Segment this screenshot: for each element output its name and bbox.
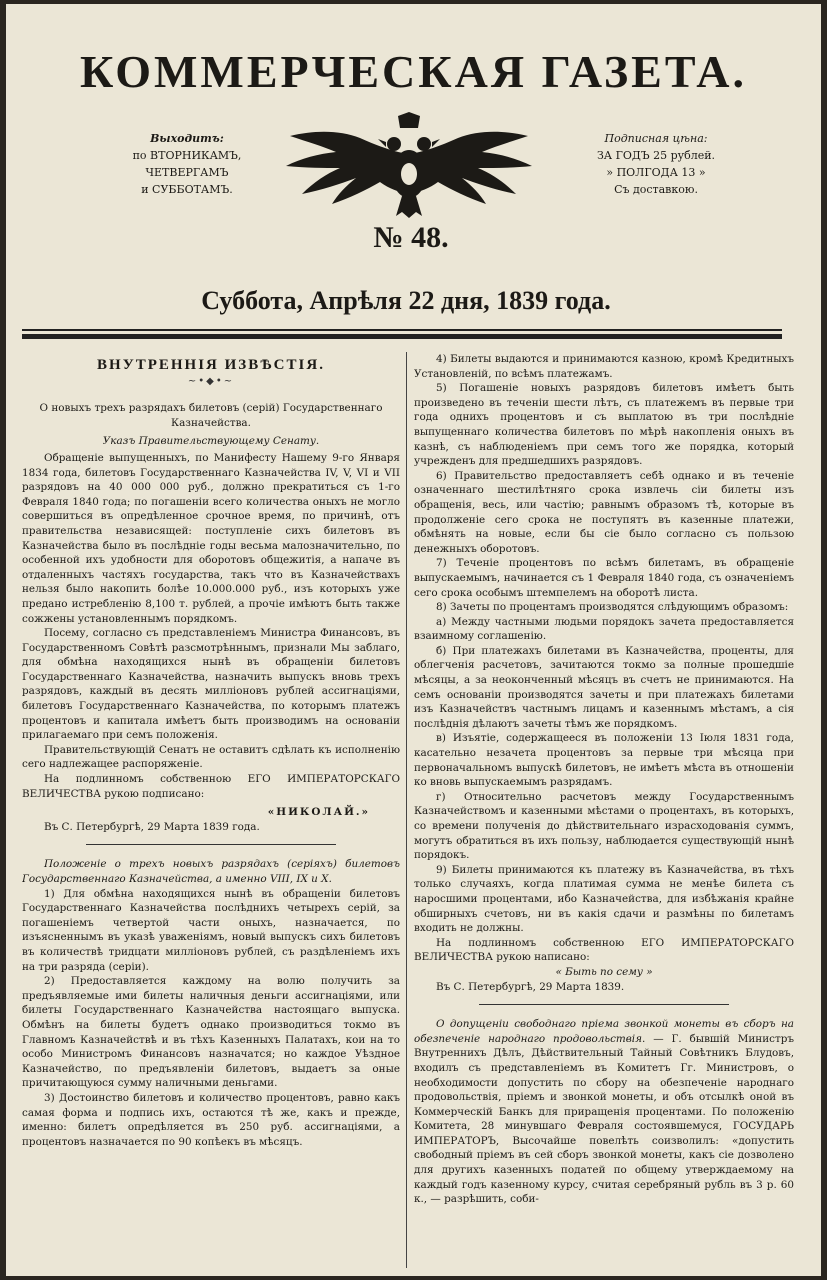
- subscription-delivery: Съ доставкою.: [614, 183, 698, 196]
- article-divider: [479, 1004, 729, 1005]
- publication-schedule: [102, 130, 272, 198]
- right-column: [414, 352, 794, 1270]
- paragraph: Правительствующій Сенатъ не оставитъ сдѣлать къ исполненію сего надлежащее распоряженіе.: [22, 743, 400, 771]
- header-rule-thick: [22, 334, 782, 339]
- signed-intro: На подлинномъ собственною ЕГО ИМПЕРАТОРСКАГО ВЕЛИЧЕСТВА рукою подписано:: [22, 773, 400, 800]
- signature: « Быть по сему »: [555, 965, 653, 978]
- publication-day: и СУББОТАМЪ.: [141, 183, 233, 196]
- article-text: — Г. бывшій Министръ Внутреннихъ Дѣлъ, Дѣйствительный Тайный Совѣтникъ Блудовъ, входилъ съ представленіемъ въ Комитетъ Гг. Министровъ, о необходимости допустить по сбору на обезпеченіе народнаго продовольствія, пріемъ и звонкой монеты, и объ отсылкѣ оной въ Коммерческій Банкъ для приращенія процентами. По положенію Комитета, 28 минувшаго Февраля состоявшемуся, ГОСУДАРЬ ИМПЕРАТОРЪ, Высочайше повелѣть соизволилъ: «допустить свободный пріемъ въ сей сборъ звонкой монеты, какъ сіе дозволено для другихъ казенныхъ податей по общему утверждаемому на каждый годъ казенному курсу, считая серебряный рубль въ 3 р. 60 к., — разрѣшить, соби-: [414, 1032, 794, 1206]
- paragraph: 6) Правительство предоставляетъ себѣ однако и въ теченіе означеннаго шестилѣтняго срока извлечь сіи билеты изъ обращенія, весь, или частію; равнымъ образомъ тѣ, которые въ продолженіе сего срока не поступятъ въ казенные платежи, обмѣнять на новые, если бы сіе было согласно съ пользою денежныхъ оборотовъ.: [414, 469, 794, 555]
- article-paragraph: [414, 1017, 794, 1207]
- paragraph: 7) Теченіе процентовъ по всѣмъ билетамъ, въ обращеніе выпускаемымъ, начинается съ 1 Февраля 1840 года, съ означеніемъ сего срока особымъ штемпелемъ на оборотѣ листа.: [414, 557, 794, 599]
- subscription-half-year: » ПОЛГОДА 13 »: [606, 166, 706, 179]
- paragraph: 1) Для обмѣна находящихся нынѣ въ обращеніи билетовъ Государственнаго Казначейства послѣднихъ четырехъ серій, за погашеніемъ четвертой части оныхъ, назначается, по изъясненнымъ въ указѣ уваженіямъ, новый выпускъ сихъ билетовъ въ количествѣ тридцати милліоновъ рублей, съ раздѣленіемъ ихъ на три разряда (серіи).: [22, 887, 400, 973]
- subscription-year: ЗА ГОДЪ 25 рублей.: [596, 149, 716, 162]
- publication-day: ЧЕТВЕРГАМЪ: [145, 166, 229, 179]
- paragraph: 8) Зачеты по процентамъ производятся слѣдующимъ образомъ:: [436, 601, 789, 614]
- left-column: [22, 352, 400, 1270]
- place-date: Въ С. Петербургѣ, 29 Марта 1839 года.: [44, 820, 260, 833]
- paragraph: а) Между частными людьми порядокъ зачета предоставляется взаимному соглашенію.: [414, 615, 794, 643]
- double-headed-eagle-emblem: [278, 112, 540, 220]
- column-divider: [406, 352, 407, 1268]
- publication-day: по ВТОРНИКАМЪ,: [132, 149, 242, 162]
- masthead: КОММЕРЧЕСКАЯ ГАЗЕТА.: [80, 46, 747, 97]
- paragraph: 2) Предоставляется каждому на волю получить за предъявляемые ими билеты наличныя деньги ассигнаціями, или билеты Государственнаго Казначейства настоящаго выпуска. Обмѣнъ на билеты будетъ однако производиться токмо въ Главномъ Казначействѣ и въ тѣхъ Казенныхъ Палатахъ, кои на то особо Министромъ Финансовъ назначатся; но каждое Уѣздное Казначейство, по предъявленіи билетовъ, выдаетъ за оные причитающуюся сумму наличными деньгами.: [22, 975, 400, 1090]
- paragraph: б) При платежахъ билетами въ Казначейства, проценты, для облегченія расчетовъ, зачитаются токмо за полные прошедшіе мѣсяцы, а за неоконченный мѣсяцъ въ счетъ не принимаются. На семъ основаніи производятся зачеты и при платежахъ билетами изъ Казначействъ частнымъ лицамъ и казеннымъ мѣстамъ, а сія послѣднія дѣлаютъ зачеты тѣмъ же порядкомъ.: [414, 644, 794, 730]
- publication-label: Выходитъ:: [150, 132, 224, 145]
- place-date: Въ С. Петербургѣ, 29 Марта 1839.: [436, 980, 625, 993]
- paragraph: 4) Билеты выдаются и принимаются казною, кромѣ Кредитныхъ Установленій, по всѣмъ платежамъ.: [414, 353, 794, 380]
- paragraph: 5) Погашеніе новыхъ разрядовъ билетовъ имѣетъ быть произведено въ теченіи шести лѣтъ, съ платежемъ въ первые три года однихъ процентовъ и съ выплатою въ три послѣдніе выпущеннаго количества билетовъ по мѣрѣ накопленія оныхъ въ казнѣ, съ наблюденіемъ при семъ того же порядка, который учрежденъ для предшедшихъ разрядовъ.: [414, 382, 794, 468]
- paragraph: 9) Билеты принимаются къ платежу въ Казначейства, въ тѣхъ только случаяхъ, когда платимая сумма не менѣе билета съ наросшими процентами, ибо Казначейства, для избѣжанія крайне обширныхъ счетовъ, ни въ какія сдачи и размѣны по билетамъ входить не должны.: [414, 863, 794, 935]
- article-divider: [86, 844, 336, 845]
- paragraph: г) Относительно расчетовъ между Государственнымъ Казначействомъ и казенными мѣстами о процентахъ, въ которыхъ, со времени полученія до дѣйствительнаго израсходованія суммъ, могутъ обратиться въ ихъ пользу, наблюдается существующій нынѣ порядокъ.: [414, 790, 794, 862]
- article-heading: О допущеніи свободнаго пріема звонкой монеты въ сборъ на обезпеченіе народнаго продовольствія.: [414, 1018, 794, 1045]
- paragraph: в) Изъятіе, содержащееся въ положеніи 13 Іюля 1831 года, касательно незачета процентовъ за первые три мѣсяца при первоначальномъ выпускѣ билетовъ, не имѣетъ мѣста въ отношеніи ко вновь выпускаемымъ разрядамъ.: [414, 732, 794, 789]
- issue-number: № 48.: [373, 221, 449, 254]
- header-rule: [22, 329, 782, 331]
- subscription-label: Подписная цѣна:: [604, 132, 708, 145]
- signature: «НИКОЛАЙ.»: [267, 806, 370, 819]
- paragraph: Обращеніе выпущенныхъ, по Манифесту Нашему 9-го Января 1834 года, билетовъ Государственнаго Казначейства IV, V, VI и VII разрядовъ на 40 000 000 руб., должно прекратиться съ 1-го Февраля 1840 года; по погашеніи всего количества оныхъ не могло совершиться въ опредѣленное срочное время, по причинѣ, отъ правительства независящей: поступленіе сихъ билетовъ въ Казначейства было въ послѣдніе годы весьма малозначительно, по особенной ихъ удобности для оборотовъ общежитія, а напаче въ отдаленныхъ частяхъ государства, такъ что въ Казначействахъ нельзя было накопить болѣе 10.000.000 руб., изъ которыхъ уже предано истребленію 8,100 т. рублей, а прочіе имѣютъ быть также сожжены установленнымъ порядкомъ.: [22, 451, 400, 625]
- subscription-price: [566, 130, 746, 198]
- signed-intro: На подлинномъ собственною ЕГО ИМПЕРАТОРСКАГО ВЕЛИЧЕСТВА рукою написано:: [414, 936, 794, 964]
- issue-date: Суббота, Апрѣля 22 дня, 1839 года.: [201, 286, 611, 315]
- newspaper-page: [6, 4, 821, 1276]
- article-title: О новыхъ трехъ разрядахъ билетовъ (серій) Государственнаго Казначейства.: [39, 402, 383, 429]
- ornament-flourish: ~•◆•~: [187, 375, 235, 387]
- section-title: ВНУТРЕННІЯ ИЗВѢСТІЯ.: [97, 357, 325, 373]
- paragraph: Посему, согласно съ представленіемъ Министра Финансовъ, въ Государственномъ Совѣтѣ разсмотрѣннымъ, признали Мы заблаго, для обмѣна находящихся нынѣ въ обращеніи билетовъ Государственнаго Казначейства, назначить выпускъ вновь трехъ разрядовъ, каждый въ десять милліоновъ рублей ассигнаціями, билетовъ Государственнаго Казначейства, по которымъ платежъ процентовъ и капитала имѣетъ быть производимъ на основаніи прилагаемаго при семъ положенія.: [22, 627, 400, 742]
- paragraph: 3) Достоинство билетовъ и количество процентовъ, равно какъ самая форма и подпись ихъ, остаются тѣ же, какъ и прежде, именно: билетъ опредѣляется въ 250 руб. ассигнаціями, а процентовъ назначается по 90 копѣекъ въ мѣсяцъ.: [22, 1091, 400, 1148]
- article-title: Положеніе о трехъ новыхъ разрядахъ (серіяхъ) билетовъ Государственнаго Казначейства, а именно VIII, IX и X.: [22, 858, 400, 885]
- decree-heading: Указъ Правительствующему Сенату.: [102, 435, 320, 448]
